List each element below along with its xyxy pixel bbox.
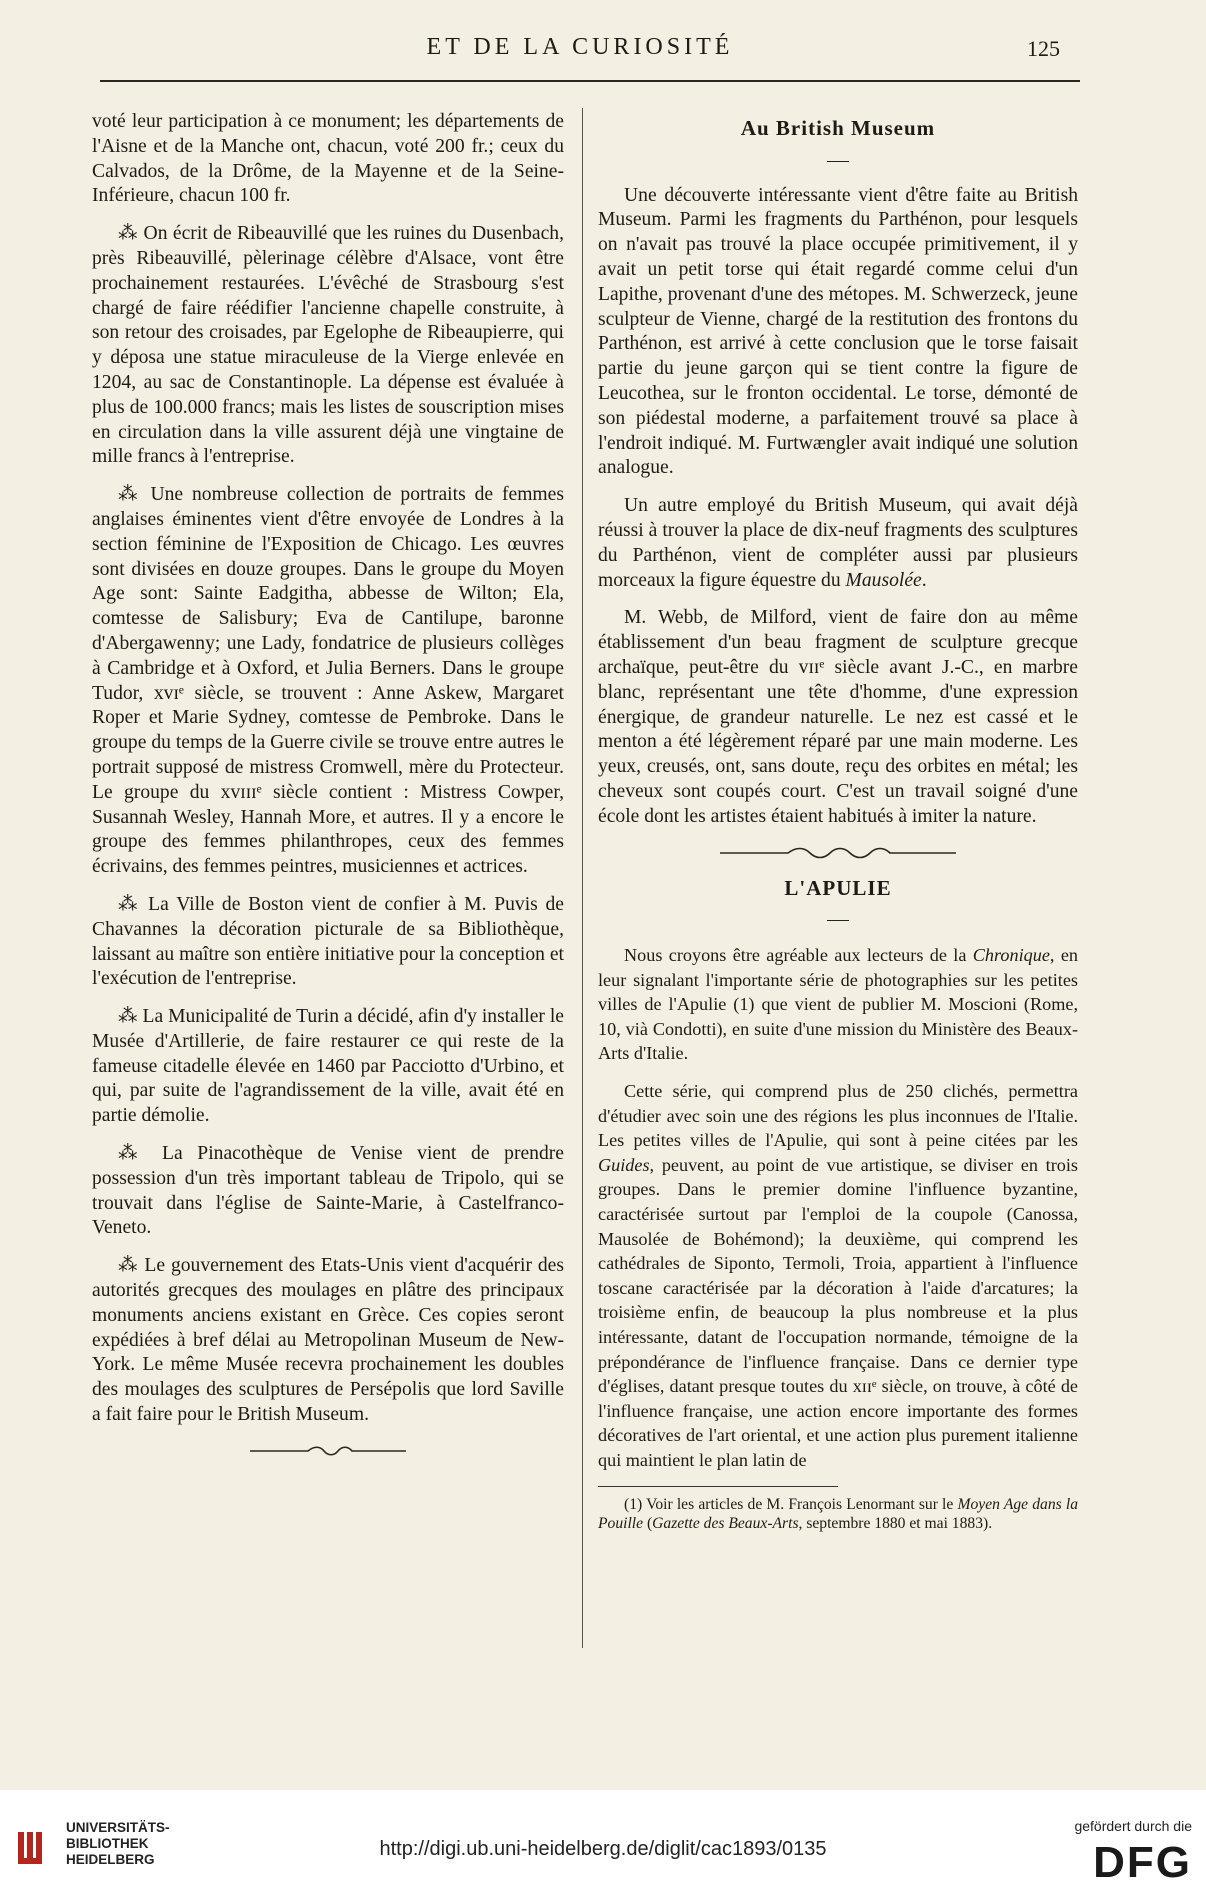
- paragraph: ⁂ On écrit de Ribeauvillé que les ruines du Dusenbach, près Ribeauvillé, pèlerinage célèbre d'Alsace, vont être prochainement restaurées. L'évêché de Strasbourg s'est chargé de faire réédifier l'ancienne chapelle construite, à son retour des croisades, par Egelophe de Ribeaupierre, qui y déposa une statue miraculeuse de la Vierge enlevée en 1204, au sac de Constantinople. La dépense est évaluée à plus de 100.000 francs; mais les listes de souscription mises en circulation dans la ville assurent déjà une vingtaine de mille francs à l'entreprise.: [92, 223, 564, 468]
- paragraph: Une découverte intéressante vient d'être faite au British Museum. Parmi les fragments du Parthénon, pour lesquels on n'avait pas trouvé la place occupée primitivement, il y avait un petit torse qui était regardé comme celui d'un Lapithe, provenant d'une des métopes. M. Schwerzeck, jeune sculpteur de Vienne, chargé de la restitution des frontons du Parthénon, est arrivé à cette conclusion que le torse faisait partie du jeune garçon qui se tient contre la figure de Leucothea, sur le fronton occidental. Le torse, démonté de son piédestal moderne, a parfaitement trouvé sa place à l'endroit indiqué. M. Furtwængler avait indiqué une solution analogue.: [598, 184, 1078, 479]
- left-column: [92, 110, 564, 1474]
- paragraph: M. Webb, de Milford, vient de faire don au même établissement d'un beau fragment de sculpture grecque archaïque, peut-être du vɪɪᵉ siècle avant J.-C., en marbre blanc, représentant une tête d'homme, d'une expression énergique, de grandeur naturelle. Le nez est cassé et le menton a été légèrement réparé par une main moderne. Les yeux, creusés, ont, sans doute, reçu des orbites en métal; les cheveux sont coupés court. C'est un travail soigné d'une école dont les artistes étaient habitués à imiter la nature.: [598, 607, 1078, 827]
- running-head: [100, 34, 1060, 70]
- paragraph: ⁂ La Municipalité de Turin a décidé, afin d'y installer le Musée d'Artillerie, de faire restaurer ce qui reste de la fameuse citadelle élevée en 1460 par Pacciotto d'Urbino, et qui, par suite de l'agrandissement de la ville, avait été en partie démolie.: [92, 1006, 564, 1127]
- running-title: ET DE LA CURIOSITÉ: [426, 34, 734, 60]
- section-title-british-museum: Au British Museum: [740, 116, 936, 140]
- flourish-icon: [718, 845, 958, 861]
- footer-bar: [0, 1790, 1206, 1895]
- footnote-rule: [598, 1486, 838, 1487]
- paragraph: ⁂ Le gouvernement des Etats-Unis vient d'acquérir des autorités grecques des moulages en plâtre des principaux monuments anciens existant en Grèce. Ces copies seront expédiées à bref délai au Metropolinan Museum de New-York. Le même Musée recevra prochainement les doubles des moulages des sculptures de Persépolis que lord Saville a fait faire pour le British Museum.: [92, 1255, 564, 1426]
- paragraph: ⁂ La Ville de Boston vient de confier à M. Puvis de Chavannes la décoration picturale de sa Bibliothèque, laissant au maître son entière initiative pour la conception et l'exécution de l'entreprise.: [92, 893, 564, 990]
- paragraph: Nous croyons être agréable aux lecteurs de la Chronique, en leur signalant l'importante série de photographies sur les petites villes de l'Apulie (1) que vient de publier M. Moscioni (Rome, 10, vià Condotti), en suite d'une mission du Ministère des Beaux-Arts d'Italie.: [598, 945, 1078, 1064]
- end-ornament: [92, 1442, 564, 1458]
- title-dash: [598, 145, 1078, 170]
- source-url-link[interactable]: http://digi.ub.uni-heidelberg.de/diglit/cac1893/0135: [379, 1838, 827, 1860]
- section-ornament: [598, 844, 1078, 860]
- right-column: [598, 110, 1078, 1546]
- paragraph: ⁂ Une nombreuse collection de portraits de femmes anglaises éminentes vient d'être envoyée de Londres à la section féminine de l'Exposition de Chicago. Les œuvres sont divisées en douze groupes. Dans le groupe du Moyen Age sont: Sainte Eadgitha, abbesse de Wilton; Ela, comtesse de Salisbury; Eva de Cantilupe, baronne d'Abergawenny; une Lady, fondatrice de plusieurs collèges à Cambridge et à Oxford, et Julia Berners. Dans le groupe Tudor, xvɪᵉ siècle, se trouvent : Anne Askew, Margaret Roper et Marie Sydney, comtesse de Pembroke. Dans le groupe du temps de la Guerre civile se trouve entre autres le portrait supposé de mistress Cromwell, mère du Protecteur. Le groupe du xvɪɪɪᵉ siècle contient : Mistress Cowper, Susannah Wesley, Hannah More, et autres. Il y a encore le groupe des femmes philanthropes, ceux des femmes écrivains, des femmes peintres, musiciennes et actrices.: [92, 484, 564, 878]
- page-number: 125: [1027, 36, 1060, 61]
- flourish-icon: [248, 1443, 408, 1459]
- library-name: UNIVERSITÄTS- BIBLIOTHEK HEIDELBERG: [66, 1820, 170, 1867]
- paragraph: Un autre employé du British Museum, qui avait déjà réussi à trouver la place de dix-neuf fragments des sculptures du Parthénon, vient de compléter aussi par plusieurs morceaux la figure équestre du Mausolée.: [598, 495, 1078, 591]
- paragraph: voté leur participation à ce monument; les départements de l'Aisne et de la Manche ont, chacun, voté 200 fr.; ceux du Calvados, de la Drôme, de la Mayenne et de la Seine-Inférieure, chacun 100 fr.: [92, 111, 564, 207]
- paragraph: Cette série, qui comprend plus de 250 clichés, permettra d'étudier avec soin une des régions les plus inconnues de l'Italie. Les petites villes de l'Apulie, qui sont à peine citées par les Guides, peuvent, au point de vue artistique, se diviser en trois groupes. Dans le premier domine l'influence byzantine, caractérisée surtout par l'emploi de la coupole (Canossa, Mausolée de Bohémond); la deuxième, qui comprend les cathédrales de Siponto, Termoli, Troia, appartient à l'influence toscane caractérisée par la décoration à l'aide d'arcatures; la troisième enfin, de beaucoup la plus nombreuse et la plus intéressante, datant de l'occupation normande, témoigne de la prépondérance de l'influence française. Dans ce dernier type d'églises, datant presque toutes du xɪɪᵉ siècle, on trouve, à côté de l'influence française, une action encore importante des formes décoratives de l'art oriental, et une action plus purement italienne qui maintient le plan latin de: [598, 1081, 1078, 1470]
- title-dash: [598, 904, 1078, 929]
- funded-by-label: gefördert durch die: [1074, 1818, 1192, 1834]
- dfg-logo: DFG: [1093, 1838, 1192, 1887]
- section-title-apulie: L'APULIE: [784, 875, 892, 900]
- header-rule: [100, 80, 1080, 82]
- paragraph: ⁂ La Pinacothèque de Venise vient de prendre possession d'un très important tableau de Tripolo, qui se trouvait dans l'église de Sainte-Marie, à Castelfranco-Veneto.: [92, 1143, 564, 1239]
- column-divider: [582, 108, 583, 1648]
- footnote: (1) Voir les articles de M. François Lenormant sur le Moyen Age dans la Pouille (Gazette des Beaux-Arts, septembre 1880 et mai 1883).: [598, 1495, 1079, 1532]
